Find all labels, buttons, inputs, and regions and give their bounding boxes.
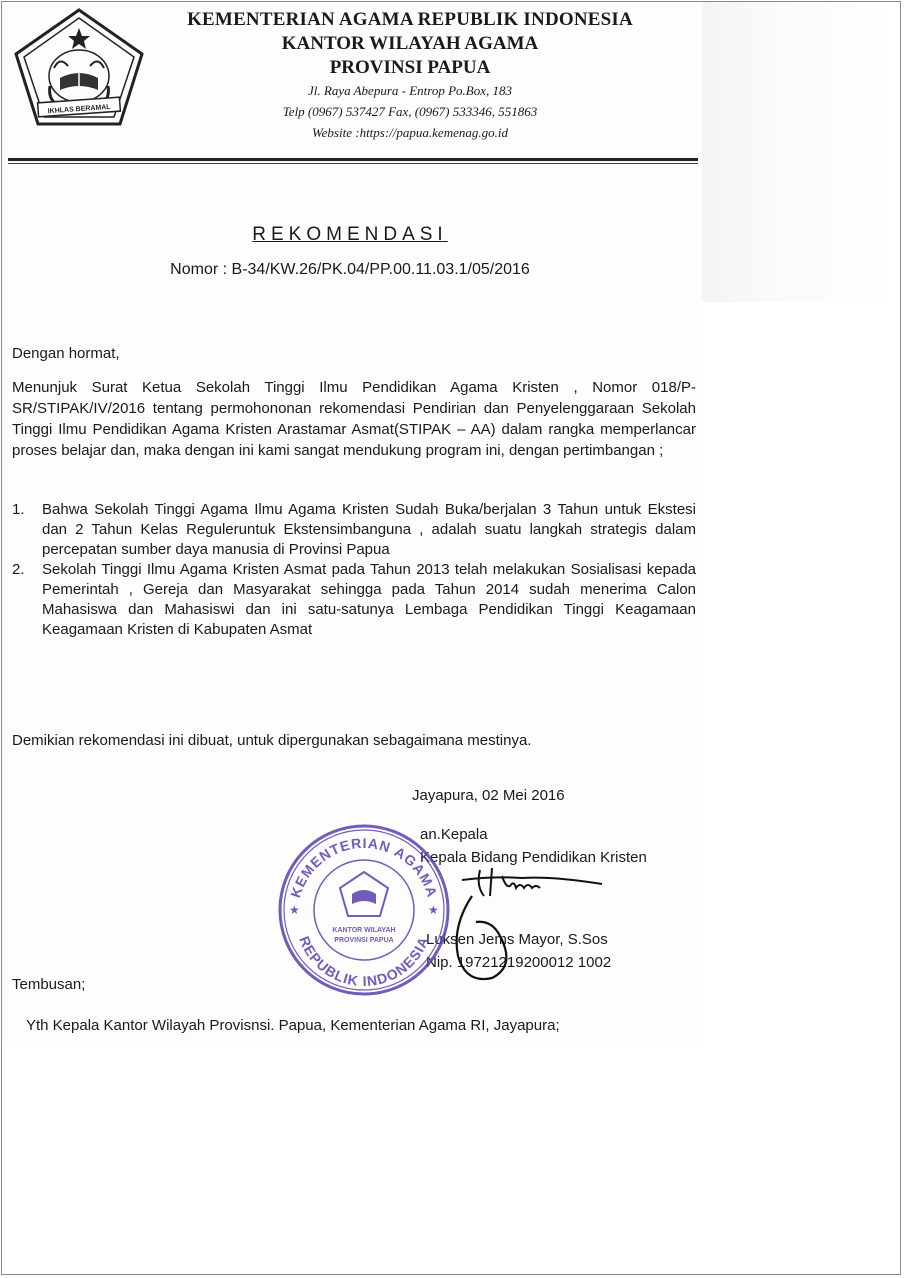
svg-text:★: ★ (428, 903, 439, 917)
svg-text:KANTOR WILAYAH: KANTOR WILAYAH (332, 927, 396, 934)
header-divider-thick (8, 158, 698, 161)
on-behalf-label: an.Kepala (420, 826, 488, 843)
svg-text:PROVINSI PAPUA: PROVINSI PAPUA (334, 937, 394, 944)
list-number: 2. (12, 561, 25, 578)
svg-text:IKHLAS BERAMAL: IKHLAS BERAMAL (47, 103, 111, 116)
letterhead (150, 8, 670, 143)
header-divider-thin (8, 163, 698, 164)
list-item (12, 560, 696, 640)
svg-text:★: ★ (289, 903, 300, 917)
svg-text:REPUBLIK INDONESIA: REPUBLIK INDONESIA (296, 933, 432, 990)
place-date: Jayapura, 02 Mei 2016 (412, 787, 565, 804)
document-number: Nomor : B-34/KW.26/PK.04/PP.00.11.03.1/05/2016 (170, 261, 530, 278)
official-stamp-icon (276, 822, 452, 998)
document-title: REKOMENDASI (252, 224, 448, 245)
office-phone: Telp (0967) 537427 Fax, (0967) 533346, 551863 (282, 104, 538, 119)
greeting: Dengan hormat, (12, 345, 120, 362)
signer-position: Kepala Bidang Pendidikan Kristen (420, 849, 647, 866)
list-text: Sekolah Tinggi Ilmu Agama Kristen Asmat pada Tahun 2013 telah melakukan Sosialisasi kepada Pemerintah , Gereja dan Masyarakat sehingga pada Tahun 2014 sudah menerima Calon Mahasiswa dan Mahasiswi dan ini satu-satunya Lembaga Pendidikan Tinggi Keagamaan Keagamaan Kristen di Kabupaten Asmat (42, 561, 696, 638)
intro-paragraph: Menunjuk Surat Ketua Sekolah Tinggi Ilmu Pendidikan Agama Kristen , Nomor 018/P-SR/STIPAK/IV/2016 tentang permohononan rekomendasi Pendirian dan Penyelenggaraan Sekolah Tinggi Ilmu Pendidikan Agama Kristen Arastamar Asmat(STIPAK – AA) dalam rangka memperlancar proses belajar dan, maka dengan ini kami sangat mendukung program ini, dengan pertimbangan ; (12, 379, 696, 459)
closing-sentence: Demikian rekomendasi ini dibuat, untuk dipergunakan sebagaimana mestinya. (12, 732, 532, 749)
kemenag-logo-icon (10, 6, 148, 130)
list-text: Bahwa Sekolah Tinggi Agama Ilmu Agama Kristen Sudah Buka/berjalan 3 Tahun untuk Ekstesi dan 2 Tahun Kelas Reguleruntuk Ekstensimbanguna , adalah suatu langkah strategis dalam percepatan sumber daya manusia di Provinsi Papua (42, 501, 696, 558)
considerations-list (12, 500, 696, 640)
cc-label: Tembusan; (12, 976, 86, 993)
svg-text:KEMENTERIAN AGAMA: KEMENTERIAN AGAMA (287, 834, 441, 900)
office-website: Website :https://papua.kemenag.go.id (312, 125, 508, 140)
office-name: KANTOR WILAYAH AGAMA (281, 33, 539, 54)
scan-shadow (702, 2, 900, 302)
signer-nip: Nip. 19721219200012 1002 (426, 954, 612, 971)
list-item (12, 500, 696, 560)
province-name: PROVINSI PAPUA (329, 57, 491, 78)
ministry-name: KEMENTERIAN AGAMA REPUBLIK INDONESIA (187, 9, 633, 30)
office-address: Jl. Raya Abepura - Entrop Po.Box, 183 (308, 83, 512, 98)
signer-name: Luksen Jems Mayor, S.Sos (426, 931, 608, 948)
handwritten-signature-icon (432, 856, 612, 986)
cc-recipient: Yth Kepala Kantor Wilayah Provisnsi. Papua, Kementerian Agama RI, Jayapura; (26, 1017, 560, 1034)
list-number: 1. (12, 501, 25, 518)
